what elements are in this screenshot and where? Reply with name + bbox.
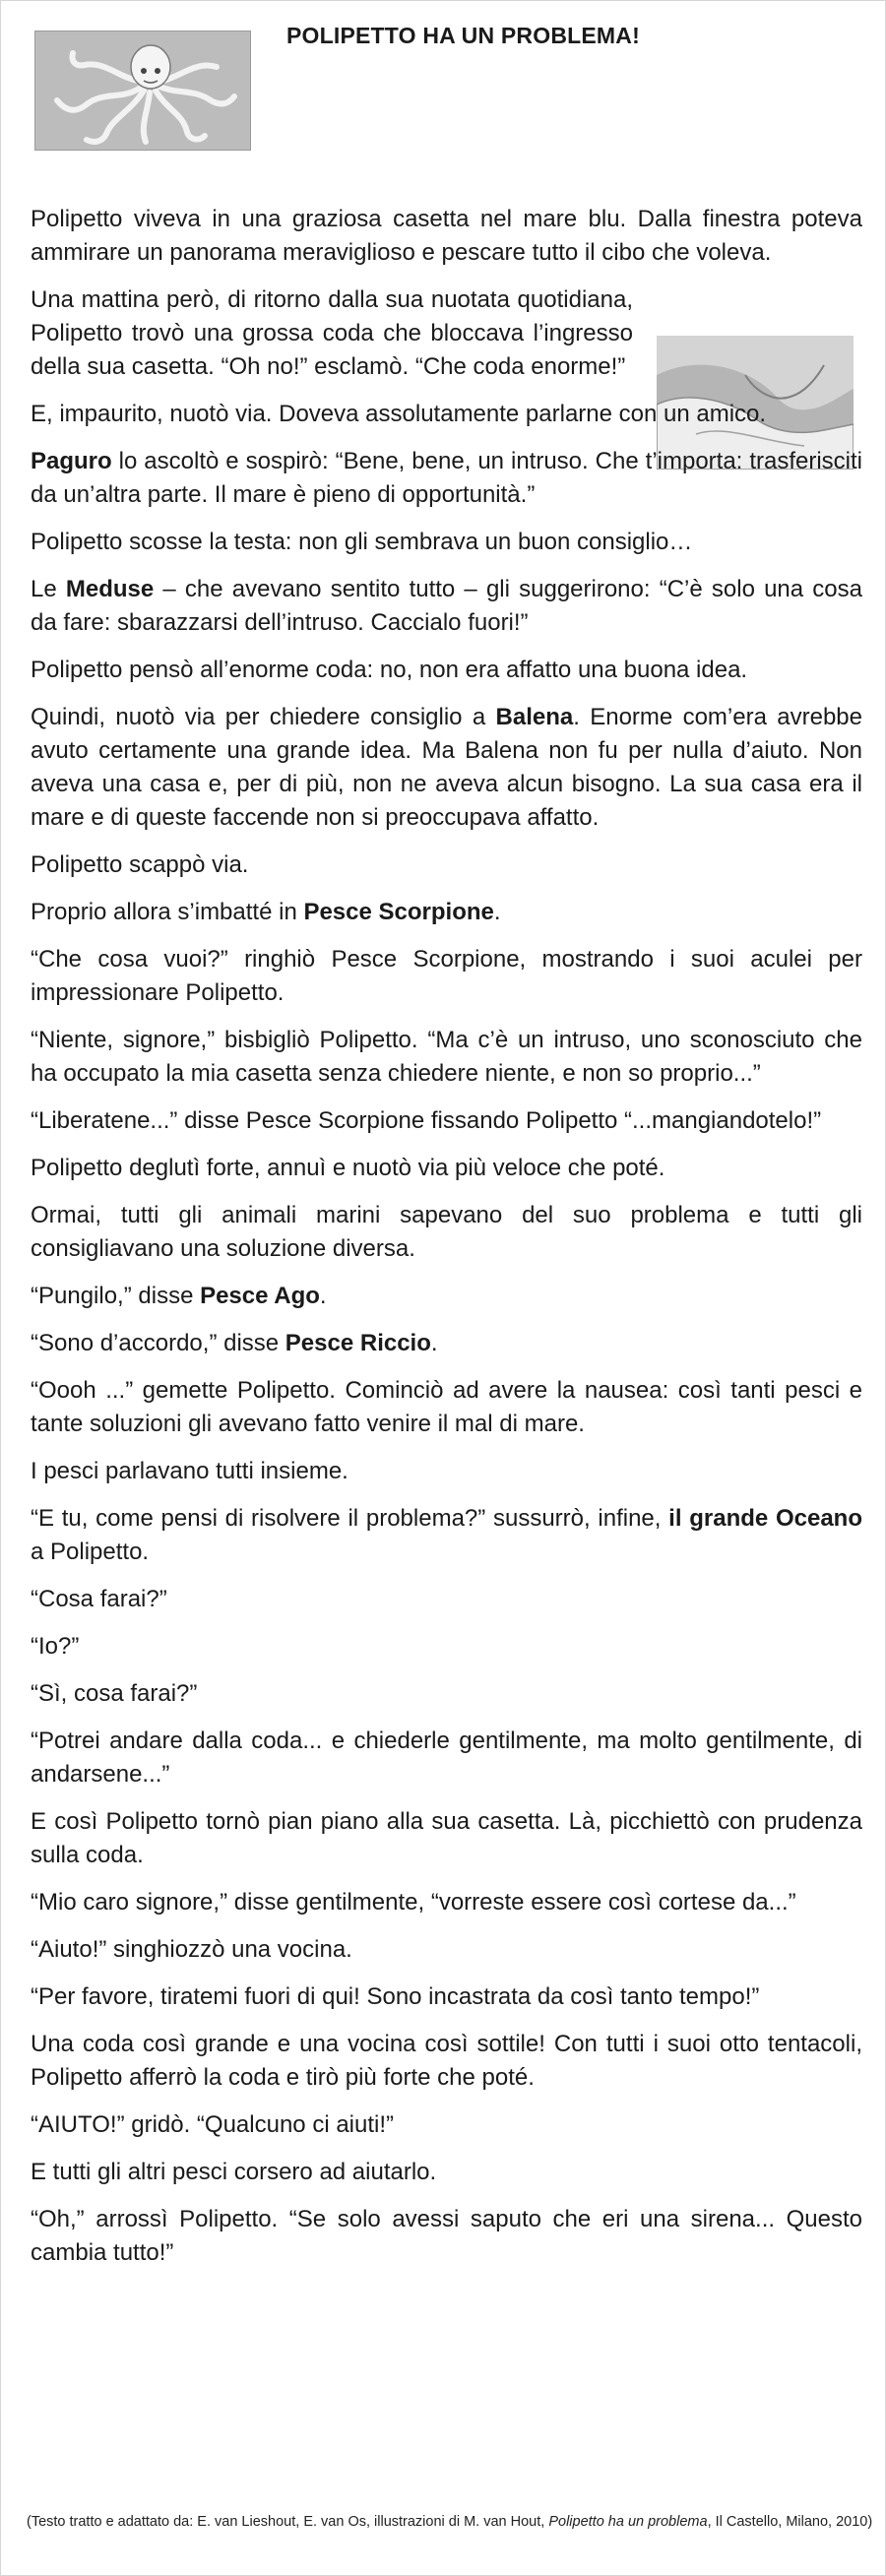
paragraph: Polipetto scappò via.	[31, 851, 249, 878]
paragraph: E così Polipetto tornò pian piano alla sua casetta. Là, picchiettò con prudenza sulla coda.	[31, 1808, 862, 1868]
paragraph-text: “E tu, come pensi di risolvere il problema?” sussurrò, infine,	[31, 1505, 669, 1532]
octopus-drawing	[35, 31, 251, 151]
paragraph: Una mattina però, di ritorno dalla sua nuotata quotidiana, Polipetto trovò una grossa coda che bloccava l’ingresso della sua casetta. “Oh no!” esclamò. “Che coda enorme!”	[31, 286, 633, 380]
paragraph: E, impaurito, nuotò via. Doveva assolutamente parlarne con un amico.	[31, 401, 767, 427]
source-citation	[27, 2511, 873, 2533]
paragraph	[31, 1502, 862, 1569]
paragraph-text: .	[319, 1283, 327, 1309]
paragraph-text: Quindi, nuotò via per chiedere consiglio a	[31, 704, 496, 730]
paragraph: “Mio caro signore,” disse gentilmente, “vorreste essere così cortese da...”	[31, 1889, 796, 1916]
paragraph: “Io?”	[31, 1633, 80, 1660]
paragraph: “Oh,” arrossì Polipetto. “Se solo avessi saputo che eri una sirena... Questo cambia tutto!”	[31, 2206, 862, 2266]
paragraph	[31, 445, 862, 512]
paragraph: Ormai, tutti gli animali marini sapevano del suo problema e tutti gli consigliavano una soluzione diversa.	[31, 1202, 862, 1262]
paragraph-text: “Sono d’accordo,” disse	[31, 1330, 285, 1356]
character-name: Meduse	[65, 576, 155, 602]
paragraph: “Per favore, tiratemi fuori di qui! Sono incastrata da così tanto tempo!”	[31, 1983, 760, 2010]
paragraph	[31, 896, 862, 929]
paragraph: I pesci parlavano tutti insieme.	[31, 1458, 348, 1484]
paragraph-text: Le	[31, 576, 66, 602]
paragraph: “Liberatene...” disse Pesce Scorpione fissando Polipetto “...mangiandotelo!”	[31, 1107, 822, 1134]
paragraph-text: .	[430, 1330, 438, 1356]
paragraph	[31, 1280, 862, 1313]
paragraph: Polipetto scosse la testa: non gli sembrava un buon consiglio…	[31, 529, 693, 555]
paragraph: “Potrei andare dalla coda... e chiederle gentilmente, ma molto gentilmente, di andarsene...”	[31, 1728, 862, 1788]
header	[1, 1, 886, 158]
paragraph-text: .	[493, 899, 501, 925]
octopus-illustration	[34, 31, 251, 151]
book-title: Polipetto ha un problema	[548, 2514, 708, 2530]
character-name: il grande Oceano	[668, 1505, 863, 1532]
paragraph: “Cosa farai?”	[31, 1586, 167, 1612]
paragraph	[31, 573, 862, 640]
paragraph: “AIUTO!” gridò. “Qualcuno ci aiuti!”	[31, 2111, 395, 2138]
character-name: Balena	[495, 704, 574, 730]
paragraph-text: a Polipetto.	[31, 1539, 150, 1565]
paragraph-text: . Enorme com’era avrebbe avuto certamente una grande idea. Ma Balena non fu per nulla d’aiuto. Non aveva una casa e, per di più, non ne aveva alcun bisogno. La sua casa era il mare e di queste faccende non si preoccupava affatto.	[31, 704, 862, 831]
paragraph	[31, 1327, 862, 1360]
character-name: Pesce Scorpione	[303, 899, 494, 925]
paragraph: Polipetto viveva in una graziosa casetta nel mare blu. Dalla finestra poteva ammirare un panorama meraviglioso e pescare tutto il cibo che voleva.	[31, 206, 862, 266]
paragraph: “Niente, signore,” bisbigliò Polipetto. “Ma c’è un intruso, uno sconosciuto che ha occupato la mia casetta senza chiedere niente, e non so proprio...”	[31, 1027, 862, 1087]
character-name: Pesce Riccio	[285, 1330, 431, 1356]
paragraph: Polipetto pensò all’enorme coda: no, non era affatto una buona idea.	[31, 657, 748, 683]
citation-text: (Testo tratto e adattato da: E. van Lieshout, E. van Os, illustrazioni di M. van Hout,	[27, 2514, 549, 2530]
paragraph	[31, 701, 862, 835]
paragraph: E tutti gli altri pesci corsero ad aiutarlo.	[31, 2159, 437, 2185]
paragraph: “Aiuto!” singhiozzò una vocina.	[31, 1936, 352, 1963]
character-name: Pesce Ago	[200, 1283, 320, 1309]
story-text	[31, 203, 862, 2284]
paragraph-text: lo ascoltò e sospirò: “Bene, bene, un intruso. Che t’importa: trasferisciti da un’altra parte. Il mare è pieno di opportunità.”	[31, 448, 862, 508]
paragraph: Una coda così grande e una vocina così sottile! Con tutti i suoi otto tentacoli, Polipetto afferrò la coda e tirò più forte che poté.	[31, 2031, 862, 2091]
paragraph: “Sì, cosa farai?”	[31, 1680, 198, 1707]
paragraph-text: – che avevano sentito tutto – gli suggerirono: “C’è solo una cosa da fare: sbarazzarsi dell’intruso. Caccialo fuori!”	[31, 576, 862, 636]
paragraph: “Che cosa vuoi?” ringhiò Pesce Scorpione, mostrando i suoi aculei per impressionare Polipetto.	[31, 946, 862, 1006]
paragraph-text: Proprio allora s’imbatté in	[31, 899, 304, 925]
citation-text: , Il Castello, Milano, 2010)	[707, 2514, 873, 2530]
paragraph: “Oooh ...” gemette Polipetto. Cominciò ad avere la nausea: così tanti pesci e tante soluzioni gli avevano fatto venire il mal di mare.	[31, 1377, 862, 1437]
paragraph-text: “Pungilo,” disse	[31, 1283, 201, 1309]
character-name: Paguro	[31, 448, 112, 474]
paragraph: Polipetto deglutì forte, annuì e nuotò via più veloce che poté.	[31, 1155, 665, 1181]
page-title: POLIPETTO HA UN PROBLEMA!	[286, 23, 640, 48]
